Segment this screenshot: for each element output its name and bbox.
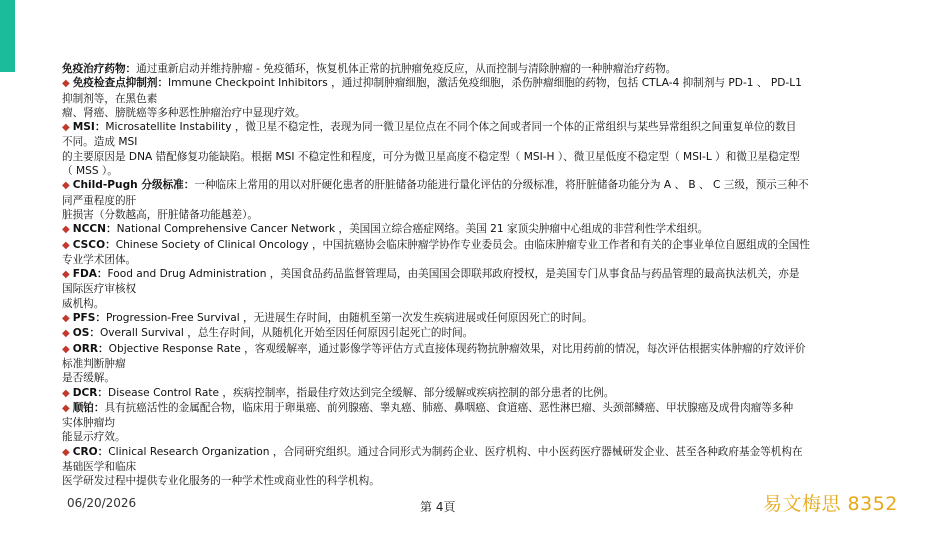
glossary-term: MSI：	[72, 121, 106, 134]
diamond-bullet-icon: ◆	[62, 313, 70, 325]
text-line	[62, 445, 898, 460]
glossary-definition: 基础医学和临床	[62, 461, 137, 474]
text-line	[62, 92, 898, 106]
diamond-bullet-icon: ◆	[62, 402, 70, 414]
diamond-bullet-icon: ◆	[62, 269, 70, 281]
glossary-term: Child-Pugh 分级标准：	[72, 179, 195, 192]
text-line	[62, 267, 898, 282]
text-line	[62, 208, 898, 222]
text-line	[62, 416, 898, 430]
diamond-bullet-icon: ◆	[62, 239, 70, 251]
text-line	[62, 326, 898, 341]
glossary-definition: 一种临床上常用的用以对肝硬化患者的肝脏储备功能进行量化评估的分级标准，将肝脏储备功能分为 A 、 B 、 C 三级，预示三种不	[194, 179, 809, 192]
glossary-definition: 专业学术团体。	[62, 253, 137, 266]
glossary-definition: Progression-Free Survival ，无进展生存时间，由随机至第一次发生疾病进展或任何原因死亡的时间。	[105, 312, 593, 325]
text-line	[62, 460, 898, 474]
diamond-bullet-icon: ◆	[62, 343, 70, 355]
diamond-bullet-icon: ◆	[62, 387, 70, 399]
glossary-term: CRO：	[72, 445, 109, 458]
diamond-bullet-icon: ◆	[62, 446, 70, 458]
glossary-definition: 脏损害（分数越高，肝脏储备功能越差）。	[62, 208, 258, 221]
glossary-text	[62, 62, 898, 489]
text-line	[62, 430, 898, 444]
glossary-definition: 医学研发过程中提供专业化服务的一种学术性或商业性的科学机构。	[62, 475, 380, 488]
glossary-definition: Overall Survival ，总生存时间，从随机化开始至因任何原因引起死亡的时间。	[99, 327, 474, 340]
text-line	[62, 164, 898, 178]
glossary-term: FDA：	[72, 268, 108, 281]
glossary-term: CSCO：	[72, 238, 116, 251]
glossary-definition: （ MSS ）。	[62, 165, 118, 178]
text-line	[62, 474, 898, 488]
diamond-bullet-icon: ◆	[62, 122, 70, 134]
text-line	[62, 386, 898, 401]
glossary-term: NCCN：	[72, 223, 117, 236]
text-line	[62, 297, 898, 311]
text-line	[62, 178, 898, 193]
glossary-definition: Objective Response Rate ，客观缓解率，通过影像学等评估方式直接体现药物抗肿瘤效果，对比用药前的情况，每次评估根据实体肿瘤的疗效评价	[108, 342, 806, 355]
glossary-definition: Immune Checkpoint Inhibitors ，通过抑制肿瘤细胞，激活免疫细胞，杀伤肿瘤细胞的药物，包括 CTLA-4 抑制剂与 PD-1 、 PD-L1	[168, 77, 802, 90]
glossary-definition: 的主要原因是 DNA 错配修复功能缺陷。根据 MSI 不稳定性和程度，可分为微卫星高度不稳定型（ MSI-H ）、微卫星低度不稳定型（ MSI-L ）和微卫星稳定型	[62, 150, 800, 163]
glossary-definition: National Comprehensive Cancer Network ，美国国立综合癌症网络。美国 21 家顶尖肿瘤中心组成的非营利性学术组织。	[116, 223, 709, 236]
text-line	[62, 253, 898, 267]
glossary-term: 顺铂：	[72, 401, 105, 414]
glossary-term: OS：	[72, 327, 100, 340]
glossary-definition: 具有抗癌活性的金属配合物，临床用于卵巢癌、前列腺癌、睾丸癌、肺癌、鼻咽癌、食道癌、恶性淋巴瘤、头颈部鳞癌、甲状腺癌及成骨肉瘤等多种	[104, 401, 794, 414]
glossary-definition: Clinical Research Organization ，合同研究组织。通过合同形式为制药企业、医疗机构、中小医药医疗器械研发企业、甚至各种政府基金等机构在	[108, 445, 803, 458]
glossary-definition: 国际医疗审核权	[62, 283, 137, 296]
glossary-definition: 通过重新启动并维持肿瘤 - 免疫循环，恢复机体正常的抗肿瘤免疫反应，从而控制与清除肿瘤的一种肿瘤治疗药物。	[136, 63, 677, 75]
glossary-definition: 是否缓解。	[62, 372, 115, 385]
text-line	[62, 135, 898, 149]
diamond-bullet-icon: ◆	[62, 78, 70, 90]
text-line	[62, 62, 898, 76]
text-line	[62, 371, 898, 385]
glossary-definition: 标准判断肿瘤	[62, 357, 126, 370]
text-line	[62, 76, 898, 91]
text-line	[62, 282, 898, 296]
diamond-bullet-icon: ◆	[62, 180, 70, 192]
text-line	[62, 106, 898, 120]
glossary-term: 免疫治疗药物：	[62, 63, 137, 75]
glossary-definition: 能显示疗效。	[62, 431, 126, 444]
glossary-definition: 瘤、肾癌、膀胱癌等多种恶性肿瘤治疗中显现疗效。	[62, 106, 306, 119]
glossary-definition: Disease Control Rate ，疾病控制率，指最佳疗效达到完全缓解、部分缓解或疾病控制的部分患者的比例。	[108, 386, 615, 399]
text-line	[62, 357, 898, 371]
text-line	[62, 238, 898, 253]
text-line	[62, 342, 898, 357]
text-line	[62, 311, 898, 326]
footer-date: 06/20/2026	[67, 496, 137, 510]
diamond-bullet-icon: ◆	[62, 328, 70, 340]
text-line	[62, 401, 898, 416]
glossary-definition: 不同。造成 MSI	[62, 136, 138, 149]
glossary-definition: 同严重程度的肝	[62, 194, 137, 207]
page-number: 第 4頁	[420, 500, 456, 514]
diamond-bullet-icon: ◆	[62, 224, 70, 236]
glossary-term: 免疫检查点抑制剂：	[72, 77, 169, 90]
glossary-definition: 实体肿瘤均	[62, 417, 115, 430]
glossary-term: ORR：	[72, 342, 109, 355]
watermark-text: 易文梅思 8352	[763, 493, 898, 515]
glossary-definition: Food and Drug Administration ，美国食品药品监督管理局，由美国国会即联邦政府授权，是美国专门从事食品与药品管理的最高执法机关，亦是	[107, 268, 800, 281]
text-line	[62, 120, 898, 135]
accent-bar	[0, 0, 15, 72]
glossary-definition: 抑制剂等，在黑色素	[62, 92, 158, 105]
glossary-definition: 威机构。	[62, 297, 105, 310]
glossary-definition: Microsatellite Instability ，微卫星不稳定性，表现为同一微卫星位点在不同个体之间或者同一个体的正常组织与某些异常组织之间重复单位的数目	[105, 121, 797, 134]
text-line	[62, 194, 898, 208]
glossary-term: DCR：	[72, 386, 109, 399]
glossary-definition: Chinese Society of Clinical Oncology ，中国抗癌协会临床肿瘤学协作专业委员会。由临床肿瘤专业工作者和有关的企事业单位自愿组成的全国性	[115, 238, 810, 251]
text-line	[62, 150, 898, 164]
text-line	[62, 222, 898, 237]
glossary-term: PFS：	[72, 312, 106, 325]
